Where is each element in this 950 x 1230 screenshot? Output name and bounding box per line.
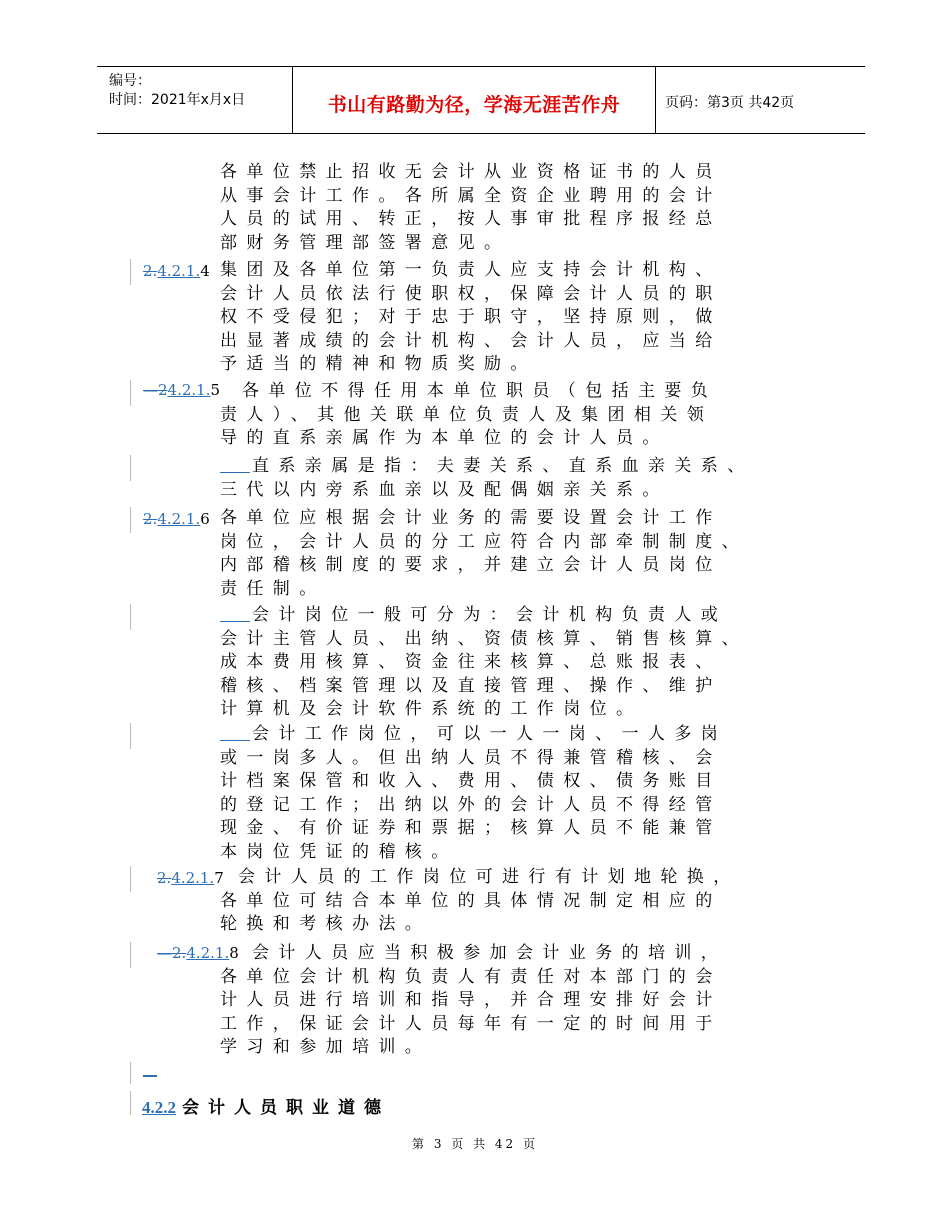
text-line: 各单位禁止招收无会计从业资格证书的人员: [220, 162, 722, 182]
paragraph: [238, 866, 848, 890]
text-line: 岗位，会计人员的分工应符合内部牵制制度、: [220, 531, 748, 552]
change-bar: [130, 866, 131, 892]
deleted-number: —2: [143, 381, 168, 399]
paragraph: [220, 723, 840, 864]
change-bar: [130, 455, 131, 481]
clause-number: [157, 944, 239, 962]
inserted-number: 4.2.1.: [157, 510, 201, 528]
deleted-number: 2.: [157, 869, 172, 887]
clause-number: [143, 510, 210, 528]
page-footer: 第 3 页 共 42 页: [412, 1137, 538, 1151]
text-line: 责任制。: [220, 578, 326, 599]
text-line: 各单位可结合本单位的具体情况制定相应的: [220, 890, 722, 911]
paragraph: [252, 942, 842, 966]
inserted-number: 4.2.1.: [171, 869, 215, 887]
header-motto: 书山有路勤为径，学海无涯苦作舟: [327, 94, 621, 116]
text-line: 从事会计工作。各所属全资企业聘用的会计: [220, 185, 722, 206]
text-line: 内部稽核制度的要求，并建立会计人员岗位: [220, 555, 722, 575]
date-label: 时间：2021年x月x日: [109, 92, 246, 108]
header-right-cell: [655, 67, 865, 133]
inserted-paragraph-mark: [143, 1075, 157, 1077]
inserted-number: 4.2.1.: [157, 262, 201, 280]
header-center-cell: [292, 67, 656, 133]
text-line: 成本费用核算、资金往来核算、总账报表、: [220, 652, 722, 672]
serial-number-label: 编号：: [109, 73, 151, 89]
text-line: 学习和参加培训。: [220, 1037, 432, 1057]
deleted-number: —2.: [157, 944, 187, 962]
text-line: 各单位应根据会计业务的需要设置会计工作: [220, 508, 722, 528]
paragraph: [242, 380, 842, 404]
inserted-indent-mark: [220, 456, 250, 473]
deleted-number: 2.: [143, 510, 158, 528]
change-bar: [130, 604, 131, 630]
paragraph: [220, 507, 840, 601]
inserted-indent-mark: [220, 605, 250, 622]
section-title: 会计人员职业道德: [182, 1098, 390, 1118]
document-header: [97, 66, 865, 134]
text-line: 工作，保证会计人员每年有一定的时间用于: [220, 1013, 722, 1034]
text-line: 予适当的精神和物质奖励。: [220, 354, 537, 374]
change-bar: [130, 942, 131, 968]
text-line: 轮换和考核办法。: [220, 914, 432, 934]
paragraph: [220, 604, 840, 722]
text-line: 会计工作岗位，可以一人一岗、一人多岗: [220, 723, 840, 747]
section-heading: [142, 1093, 390, 1118]
paragraph: [220, 259, 840, 377]
text-line: 责人）、其他关联单位负责人及集团相关领: [220, 404, 714, 425]
text-line: 权不受侵犯；对于忠于职守，坚持原则，做: [220, 307, 722, 327]
change-bar: [130, 259, 131, 285]
text-line: 人员的试用、转正，按人事审批程序报经总: [220, 209, 722, 229]
text-line: 会计人员应当积极参加会计业务的培训，: [252, 943, 728, 963]
inserted-number: 4.2.1.: [167, 381, 211, 399]
text-line: 出显著成绩的会计机构、会计人员，应当给: [220, 330, 722, 351]
paragraph: [220, 161, 840, 255]
text-line: 计人员进行培训和指导，并合理安排好会计: [220, 990, 722, 1010]
text-line: 本岗位凭证的稽核。: [220, 841, 458, 862]
text-line: 各单位不得任用本单位职员（包括主要负: [242, 381, 718, 401]
text-line: 计算机及会计软件系统的工作岗位。: [220, 699, 643, 719]
inserted-indent-mark: [220, 724, 250, 741]
clause-number: [157, 869, 224, 887]
change-bar: [130, 1062, 131, 1084]
paragraph: [220, 455, 840, 502]
text-line: 部财务管理部签署意见。: [220, 232, 511, 253]
number-tail: 7: [214, 869, 224, 887]
paragraph-continued: [220, 890, 840, 937]
paragraph-continued: [220, 966, 840, 1060]
text-line: 会计主管人员、出纳、资债核算、销售核算、: [220, 628, 748, 649]
text-line: 各单位会计机构负责人有责任对本部门的会: [220, 966, 722, 987]
text-line: 直系亲属是指：夫妻关系、直系血亲关系、: [220, 455, 840, 479]
text-line: 会计岗位一般可分为：会计机构负责人或: [220, 604, 840, 628]
change-bar: [130, 507, 131, 533]
change-bar: [130, 1091, 131, 1115]
text-line: 稽核、档案管理以及直接管理、操作、维护: [220, 675, 722, 696]
text-line: 会计人员依法行使职权，保障会计人员的职: [220, 283, 722, 304]
number-tail: 4: [200, 262, 210, 280]
clause-number: [143, 381, 220, 399]
number-tail: 5: [210, 381, 221, 399]
text-line: 计档案保管和收入、费用、债权、债务账目: [220, 771, 722, 791]
text-line: 导的直系亲属作为本单位的会计人员。: [220, 428, 669, 448]
deleted-number: 2.: [143, 262, 158, 280]
change-bar: [130, 723, 131, 749]
text-line: 现金、有价证券和票据；核算人员不能兼管: [220, 818, 722, 838]
text-line: 会计人员的工作岗位可进行有计划地轮换，: [238, 867, 740, 887]
header-left-cell: [97, 67, 292, 133]
change-bar: [130, 380, 131, 406]
number-tail: 6: [200, 510, 210, 528]
number-tail: 8: [229, 944, 239, 962]
inserted-number: 4.2.1.: [186, 944, 230, 962]
clause-number: [143, 262, 210, 280]
text-line: 或一岗多人。但出纳人员不得兼管稽核、会: [220, 747, 722, 768]
section-number: 4.2.2: [142, 1098, 176, 1117]
page-number-label: 页码：第3页 共42页: [665, 95, 795, 111]
paragraph-continued: [220, 404, 840, 451]
text-line: 集团及各单位第一负责人应支持会计机构、: [220, 260, 722, 280]
text-line: 的登记工作；出纳以外的会计人员不得经管: [220, 794, 722, 815]
text-line: 三代以内旁系血亲以及配偶姻亲关系。: [220, 479, 669, 500]
